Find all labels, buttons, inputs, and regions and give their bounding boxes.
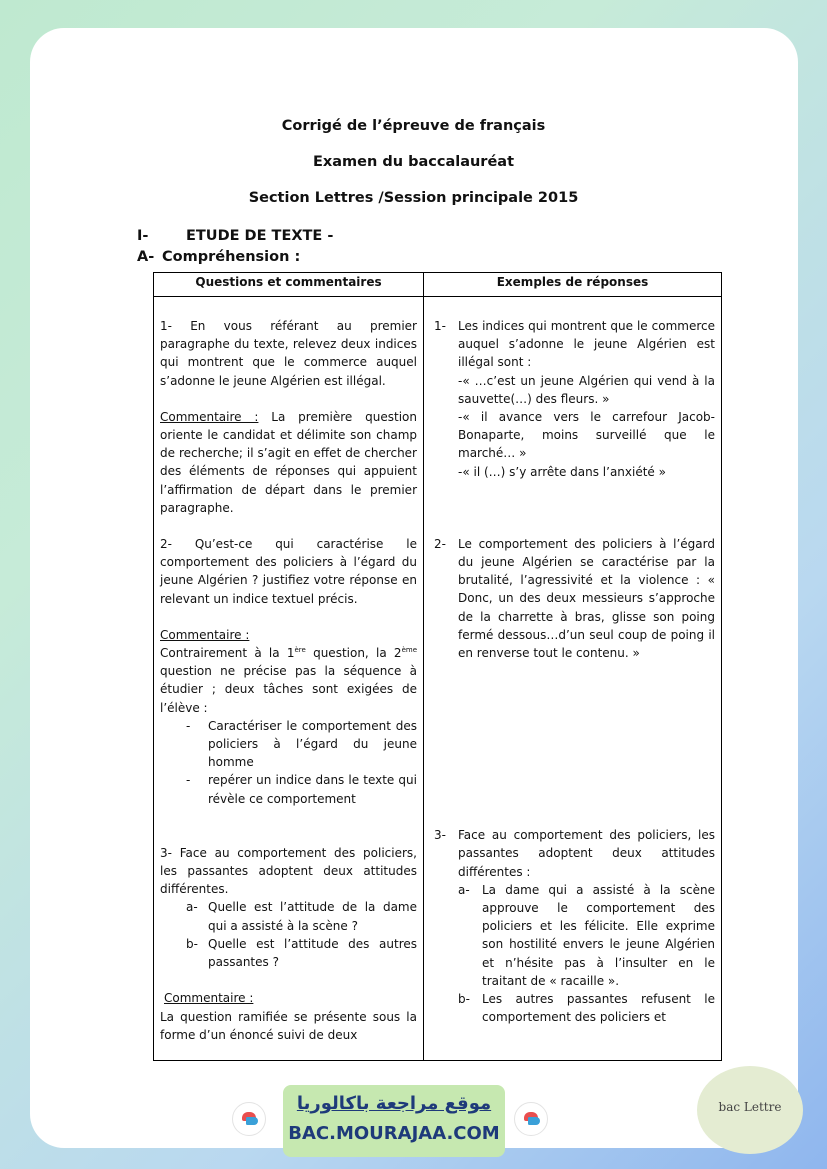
question-1: 1- En vous référant au premier paragraphe du texte, relevez deux indices qui montrent que le commerce auquel s’adonne le jeune Algérien est illégal. <box>160 319 417 388</box>
answer-3a <box>458 881 715 990</box>
item-text: Quelle est l’attitude de la dame qui a assisté à la scène ? <box>208 900 417 933</box>
item-text: La dame qui a assisté à la scène approuve le comportement des policiers et les félicite. Elle exprime son hostilité envers le jeune Algérien et n’hésite pas à l’insulter en le traitant de « racaille ». <box>482 882 715 988</box>
questions-cell <box>154 297 424 1061</box>
doc-session: Section Lettres /Session principale 2015 <box>248 190 579 206</box>
comment-text: question, la 2 <box>305 646 402 661</box>
doc-title: Corrigé de l’épreuve de français <box>281 118 546 134</box>
item-marker: a- <box>186 900 198 915</box>
answer-text: Face au comportement des policiers, les passantes adoptent deux attitudes différentes : <box>458 828 715 879</box>
answer-number: 3- <box>434 828 446 843</box>
part1-title: ETUDE DE TEXTE - <box>186 228 334 244</box>
comment-2-task-2 <box>160 771 417 807</box>
answer-text: Les indices qui montrent que le commerce auquel s’adonne le jeune Algérien est illégal sont : <box>458 319 715 370</box>
item-text: Quelle est l’attitude des autres passantes ? <box>208 936 417 970</box>
answer-number: 2- <box>434 536 446 551</box>
comment-label: Commentaire : <box>160 409 259 424</box>
site-url-link[interactable]: BAC.MOURAJAA.COM <box>288 1123 500 1144</box>
site-name-arabic: موقع مراجعة باكالوريا <box>296 1093 492 1114</box>
item-marker: b- <box>458 992 470 1007</box>
answer-number: 1- <box>434 319 446 333</box>
answer-2 <box>434 535 715 662</box>
comment-text: Contrairement à la 1 <box>160 646 295 661</box>
site-banner[interactable] <box>283 1085 505 1157</box>
question-3a <box>160 898 417 934</box>
col-header-questions: Questions et commentaires <box>154 273 424 297</box>
bullet: - <box>186 718 191 733</box>
quote: -« il avance vers le carrefour Jacob-Bonaparte, moins surveillé que le marché… » <box>458 410 715 461</box>
partA-number: A- <box>137 249 155 265</box>
part1-number: I- <box>137 228 149 244</box>
comment-1 <box>160 408 417 517</box>
answers-cell <box>424 297 722 1061</box>
comment-3: La question ramifiée se présente sous la forme d’un énoncé suivi de deux <box>160 1009 417 1042</box>
question-3b <box>160 935 417 971</box>
col-header-answers: Exemples de réponses <box>424 273 722 297</box>
answer-3 <box>434 826 715 1026</box>
bullet: - <box>186 773 191 788</box>
item-marker: a- <box>458 882 470 897</box>
superscript: ère <box>294 646 306 655</box>
question-3: 3- Face au comportement des policiers, les passantes adoptent deux attitudes différentes. <box>160 845 417 897</box>
site-logo-icon <box>514 1102 548 1136</box>
answer-1 <box>434 317 715 481</box>
task-text: Caractériser le comportement des policiers à l’égard du jeune homme <box>208 718 417 770</box>
quote: -« il (…) s’y arrête dans l’anxiété » <box>458 464 666 479</box>
quote: -« …c’est un jeune Algérien qui vend à la sauvette(…) des fleurs. » <box>458 373 715 406</box>
answer-text: Le comportement des policiers à l’égard du jeune Algérien se caractérise par la brutalité, l’agressivité et la violence : « Donc, un des deux messieurs s’approche de la charrette à bras, glisse son poing fermé dessous…d’un seul coup de poing il en renverse tout le contenu. » <box>458 536 715 661</box>
comment-label: Commentaire : <box>160 627 250 642</box>
comment-text: La première question oriente le candidat et délimite son champ de recherche; il s’agit en effet de chercher des éléments de réponses qui appuient l’affirmation de départ dans le premier paragraphe. <box>160 409 417 515</box>
answer-3b <box>458 990 715 1026</box>
item-marker: b- <box>186 936 198 951</box>
site-logo-icon <box>232 1102 266 1136</box>
comment-label: Commentaire : <box>164 991 254 1006</box>
partA-title: Compréhension : <box>162 249 301 265</box>
badge-text: bac Lettre <box>718 1100 782 1114</box>
comment-2 <box>160 644 417 717</box>
question-2: 2- Qu’est-ce qui caractérise le comportement des policiers à l’égard du jeune Algérien ? justifiez votre réponse en relevant un indice textuel précis. <box>160 537 417 606</box>
comment-2-label <box>160 626 417 644</box>
comment-text: question ne précise pas la séquence à étudier ; deux tâches sont exigées de l’élève : <box>160 664 417 715</box>
bac-lettre-badge <box>697 1066 803 1154</box>
doc-subtitle: Examen du baccalauréat <box>312 154 515 170</box>
answer-table <box>153 272 722 1061</box>
item-text: Les autres passantes refusent le comportement des policiers et <box>482 992 715 1025</box>
comment-2-task-1 <box>160 717 417 772</box>
superscript: ème <box>401 646 417 655</box>
task-text: repérer un indice dans le texte qui révèle ce comportement <box>208 773 417 806</box>
comment-3-label <box>160 989 417 1007</box>
